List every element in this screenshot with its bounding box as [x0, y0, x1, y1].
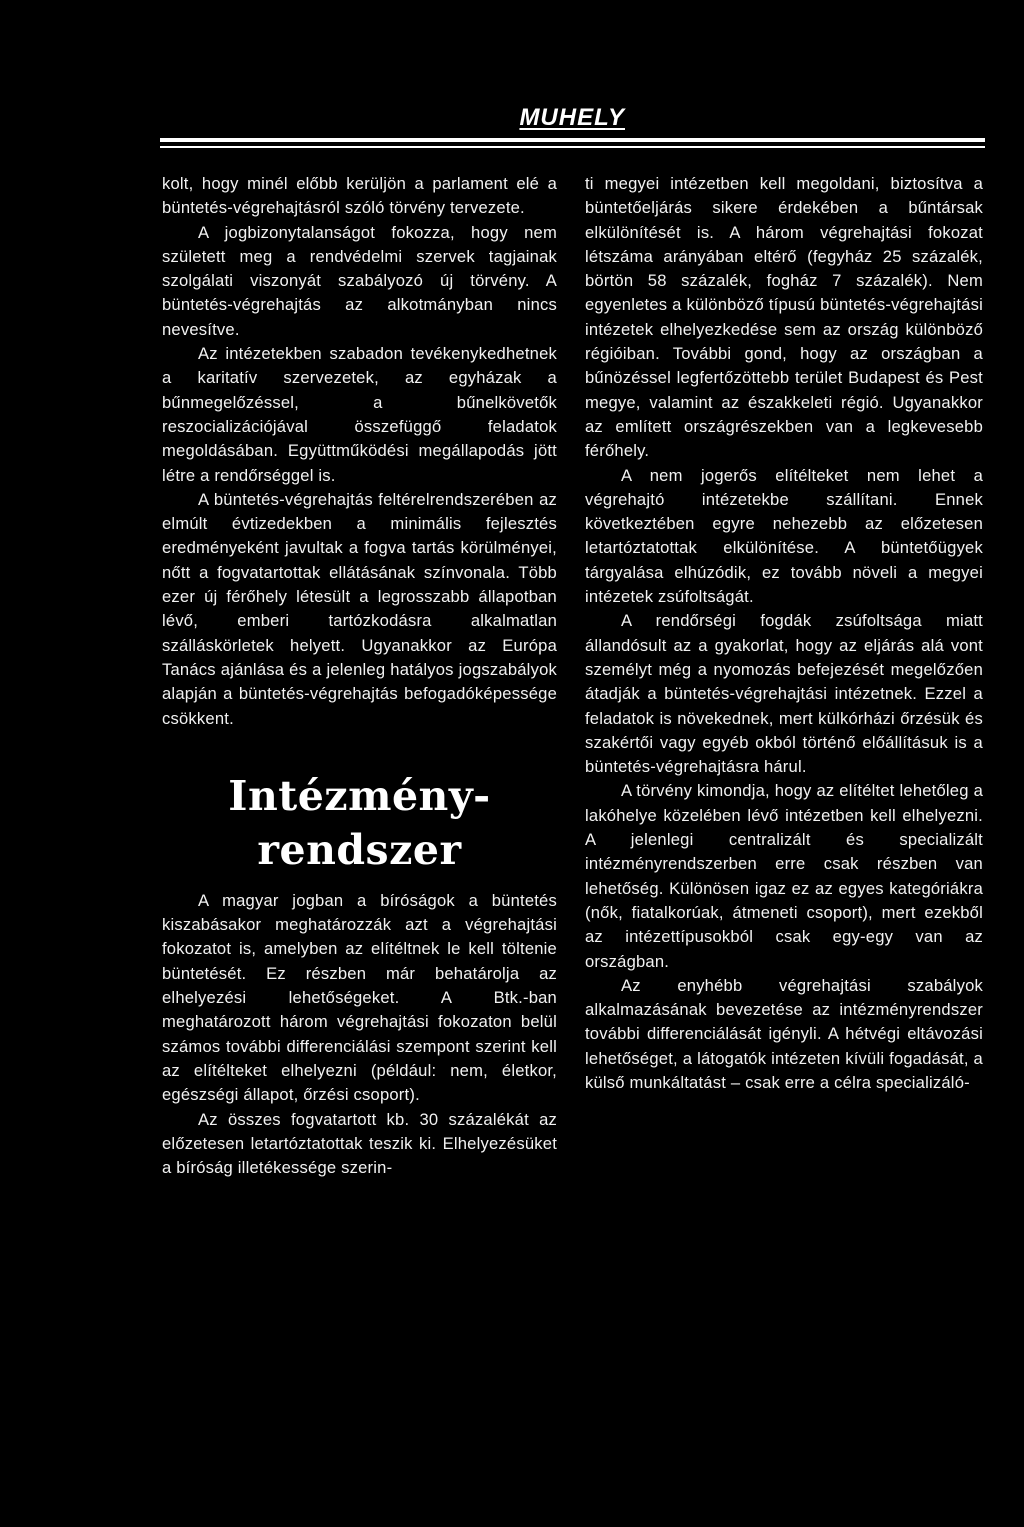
- subheading-line: rendszer: [257, 825, 462, 874]
- subheading-line: Intézmény-: [228, 771, 491, 820]
- header-rule-thick: [160, 138, 985, 142]
- paragraph: A jogbizonytalanságot fokozza, hogy nem született meg a rendvédelmi szervek tagjainak szolgálati viszonyát szabályozó új törvény. A büntetés-végrehajtás az alkotmányban nincs nevesítve.: [162, 222, 557, 339]
- subheading: [162, 769, 557, 877]
- paragraph: A magyar jogban a bíróságok a büntetés kiszabásakor meghatározzák azt a végrehajtási fokozatot is, amelyben az elítéltnek le kell töltenie büntetését. Ez részben már behatárolja az elhelyezési lehetőségeket. A Btk.-ban meghatározott három végrehajtási fokozaton belül számos további differenciálási szempont szerint kell az elítélteket elhelyezni (például: nem, életkor, egészségi állapot, őrzési csoport).: [162, 890, 557, 1105]
- paragraph: A büntetés-végrehajtás feltérelrendszerében az elmúlt évtizedekben a minimális fejlesztés eredményeként javultak a fogva tartás körülményei, nőtt a fogvatartottak ellátásának színvonala. Több ezer új férőhely létesült a legrosszabb állapotban lévő, emberi tartózkodásra alkalmatlan szálláskörletek helyett. Ugyanakkor az Európa Tanács ajánlása és a jelenleg hatályos jogszabályok alapján a büntetés-végrehajtás befogadóképessége csökkent.: [162, 489, 557, 728]
- page-header: [160, 104, 985, 152]
- paragraph: ti megyei intézetben kell megoldani, biztosítva a büntetőeljárás sikere érdekében a bűntársak elkülönítését is. A három végrehajtási fokozat létszáma arányában eltérő (fegyház 25 százalék, börtön 58 százalék, fogház 7 százalék). Nem egyenletes a különböző típusú büntetés-végrehajtási intézetek elhelyezkedése sem az ország különböző régióiban. További gond, hogy az országban a bűnözéssel legfertőzöttebb terület Budapest és Pest megye, valamint az északkeleti régió. Ugyanakkor az említett országrészekben van a legkevesebb férőhely.: [585, 174, 983, 461]
- paragraph: Az enyhébb végrehajtási szabályok alkalmazásának bevezetése az intézményrendszer további differenciálását igényli. A hétvégi eltávozási lehetőséget, a látogatók intézeten kívüli fogadását, a külső munkáltatást – csak erre a célra specializáló-: [585, 975, 983, 1092]
- right-column: [585, 172, 983, 1095]
- paragraph: kolt, hogy minél előbb kerüljön a parlament elé a büntetés-végrehajtásról szóló törvény tervezete.: [162, 174, 557, 218]
- section-title: MUHELY: [519, 104, 625, 131]
- left-column: [162, 172, 557, 1180]
- paragraph: A rendőrségi fogdák zsúfoltsága miatt állandósult az a gyakorlat, hogy az eljárás alá vont személyt még a nyomozás befejezését megelőzően átadják a büntetés-végrehajtási intézetnek. Ezzel a feladatok is növekednek, mert külkórházi őrzésük és szakértői vagy egyéb okból történő előállításuk is a büntetés-végrehajtásra hárul.: [585, 611, 983, 777]
- paragraph: Az intézetekben szabadon tevékenykedhetnek a karitatív szervezetek, az egyházak a bűnmegelőzéssel, a bűnelkövetők reszocializációjával összefüggő feladatok megoldásában. Együttműködési megállapodás jött létre a rendőrséggel is.: [162, 344, 557, 485]
- paragraph: A törvény kimondja, hogy az elítéltet lehetőleg a lakóhelye közelében lévő intézetben kell elhelyezni. A jelenlegi centralizált és specializált intézményrendszerben erre csak részben van lehetőség. Különösen igaz ez az egyes kategóriákra (nők, fiatalkorúak, átmeneti csoport), mert ezekből az intézettípusokból csak egy-egy van az országban.: [585, 781, 983, 971]
- paragraph: Az összes fogvatartott kb. 30 százalékát az előzetesen letartóztatottak teszik ki. Elhelyezésüket a bíróság illetékessége szerin-: [162, 1109, 557, 1178]
- header-rule-thin: [160, 146, 985, 148]
- paragraph: A nem jogerős elítélteket nem lehet a végrehajtó intézetekbe szállítani. Ennek következtében egyre nehezebb az előzetesen letartóztatottak elkülönítése. A büntetőügyek tárgyalása elhúzódik, ez tovább növeli a megyei intézetek zsúfoltságát.: [585, 465, 983, 607]
